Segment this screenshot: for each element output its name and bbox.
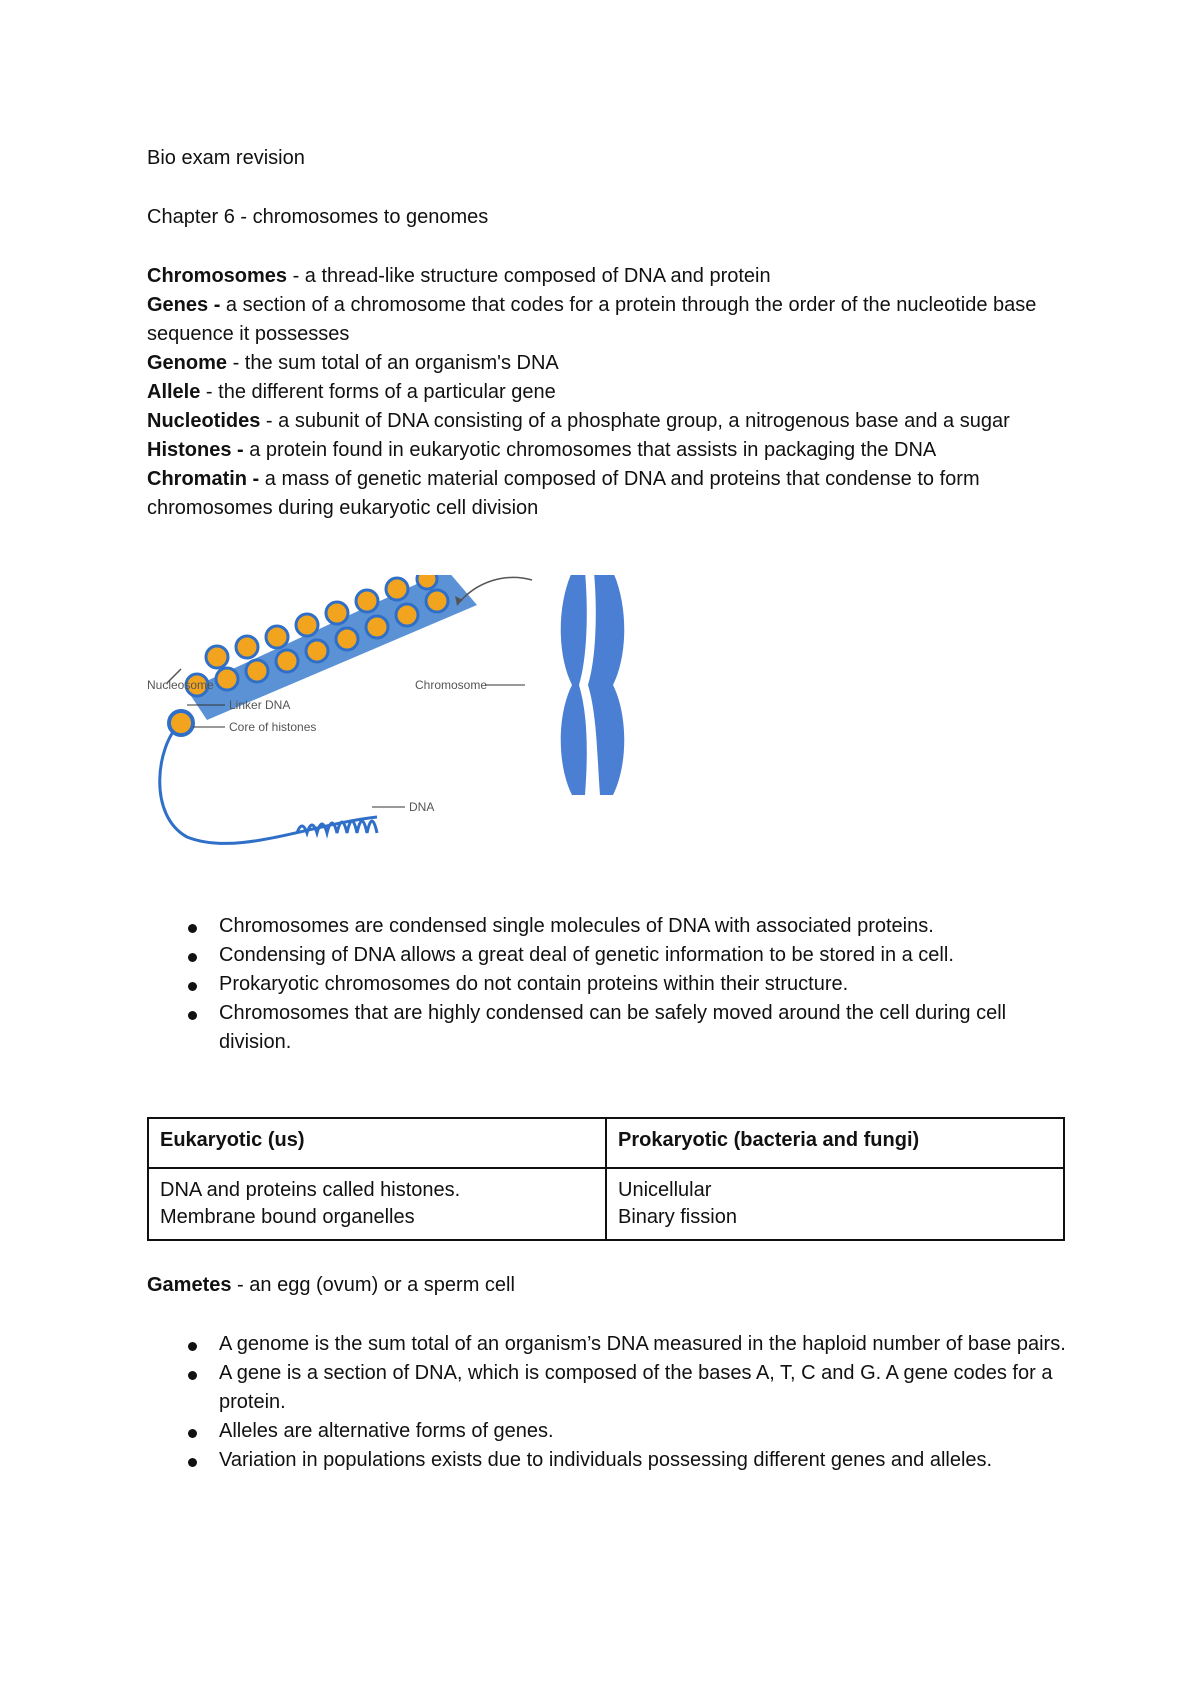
definition-allele xyxy=(147,378,1067,407)
definitions-list xyxy=(147,262,1067,523)
single-nucleosome xyxy=(169,711,193,735)
term: Genome xyxy=(147,352,228,374)
cell-line: Binary fission xyxy=(618,1206,737,1228)
list-item: A genome is the sum total of an organism’s DNA measured in the haploid number of base pairs. xyxy=(147,1330,1067,1359)
list-item: A gene is a section of DNA, which is composed of the bases A, T, C and G. A gene codes for a protein. xyxy=(147,1359,1067,1417)
definition-text: a protein found in eukaryotic chromosomes that assists in packaging the DNA xyxy=(243,439,937,461)
definition-text: a mass of genetic material composed of DNA and proteins that condense to form chromosomes during eukaryotic cell division xyxy=(147,468,980,519)
core-histones-label: Core of histones xyxy=(229,720,317,734)
list-item: Chromosomes that are highly condensed can be safely moved around the cell during cell division. xyxy=(147,999,1067,1057)
term: Genes - xyxy=(147,294,221,316)
definition-chromosomes xyxy=(147,262,1067,291)
chromatin-diagram-svg xyxy=(147,575,707,850)
dna-label: DNA xyxy=(409,800,435,814)
list-item: Condensing of DNA allows a great deal of genetic information to be stored in a cell. xyxy=(147,941,1067,970)
definition-genome xyxy=(147,349,1067,378)
chromatin-diagram xyxy=(147,575,707,850)
chromatid-left xyxy=(561,575,587,795)
definition-text: a section of a chromosome that codes for a protein through the order of the nucleotide base sequence it possesses xyxy=(147,294,1037,345)
cell-prokaryotic xyxy=(606,1168,1064,1240)
term: Gametes xyxy=(147,1274,232,1296)
chromosome-label: Chromosome xyxy=(415,678,488,692)
table-row xyxy=(148,1168,1064,1240)
definition-genes xyxy=(147,291,1067,349)
linker-dna-label: Linker DNA xyxy=(229,698,291,712)
cell-line: Unicellular xyxy=(618,1179,712,1201)
definition-text: - a thread-like structure composed of DNA and protein xyxy=(287,265,771,287)
list-item: Prokaryotic chromosomes do not contain proteins within their structure. xyxy=(147,970,1067,999)
chapter-heading: Chapter 6 - chromosomes to genomes xyxy=(147,206,489,228)
term: Chromatin - xyxy=(147,468,260,490)
cell-line: DNA and proteins called histones. xyxy=(160,1179,461,1201)
definition-chromatin xyxy=(147,465,1067,523)
list-item: Alleles are alternative forms of genes. xyxy=(147,1417,1067,1446)
chromosome-bullets xyxy=(147,912,1067,1057)
list-item: Variation in populations exists due to individuals possessing different genes and alleles. xyxy=(147,1446,1067,1475)
definition-gametes xyxy=(147,1271,515,1300)
comparison-table xyxy=(147,1117,1065,1241)
definition-histones xyxy=(147,436,1067,465)
definition-nucleotides xyxy=(147,407,1067,436)
header-eukaryotic: Eukaryotic (us) xyxy=(148,1118,606,1168)
term: Histones - xyxy=(147,439,244,461)
definition-text: - the sum total of an organism's DNA xyxy=(227,352,559,374)
genome-bullets xyxy=(147,1330,1067,1475)
header-prokaryotic: Prokaryotic (bacteria and fungi) xyxy=(606,1118,1064,1168)
cell-line: Membrane bound organelles xyxy=(160,1206,415,1228)
definition-text: - the different forms of a particular gene xyxy=(200,381,556,403)
definition-text: - an egg (ovum) or a sperm cell xyxy=(231,1274,515,1296)
nucleosome-label: Nucleosome xyxy=(147,678,214,692)
chromatid-right xyxy=(588,575,624,795)
term: Nucleotides xyxy=(147,410,261,432)
definition-text: - a subunit of DNA consisting of a phosphate group, a nitrogenous base and a sugar xyxy=(260,410,1010,432)
doc-title: Bio exam revision xyxy=(147,147,305,169)
term: Allele xyxy=(147,381,201,403)
table-header-row xyxy=(148,1118,1064,1168)
nucleosome-row-1 xyxy=(186,590,448,696)
term: Chromosomes xyxy=(147,265,288,287)
cell-eukaryotic xyxy=(148,1168,606,1240)
list-item: Chromosomes are condensed single molecules of DNA with associated proteins. xyxy=(147,912,1067,941)
